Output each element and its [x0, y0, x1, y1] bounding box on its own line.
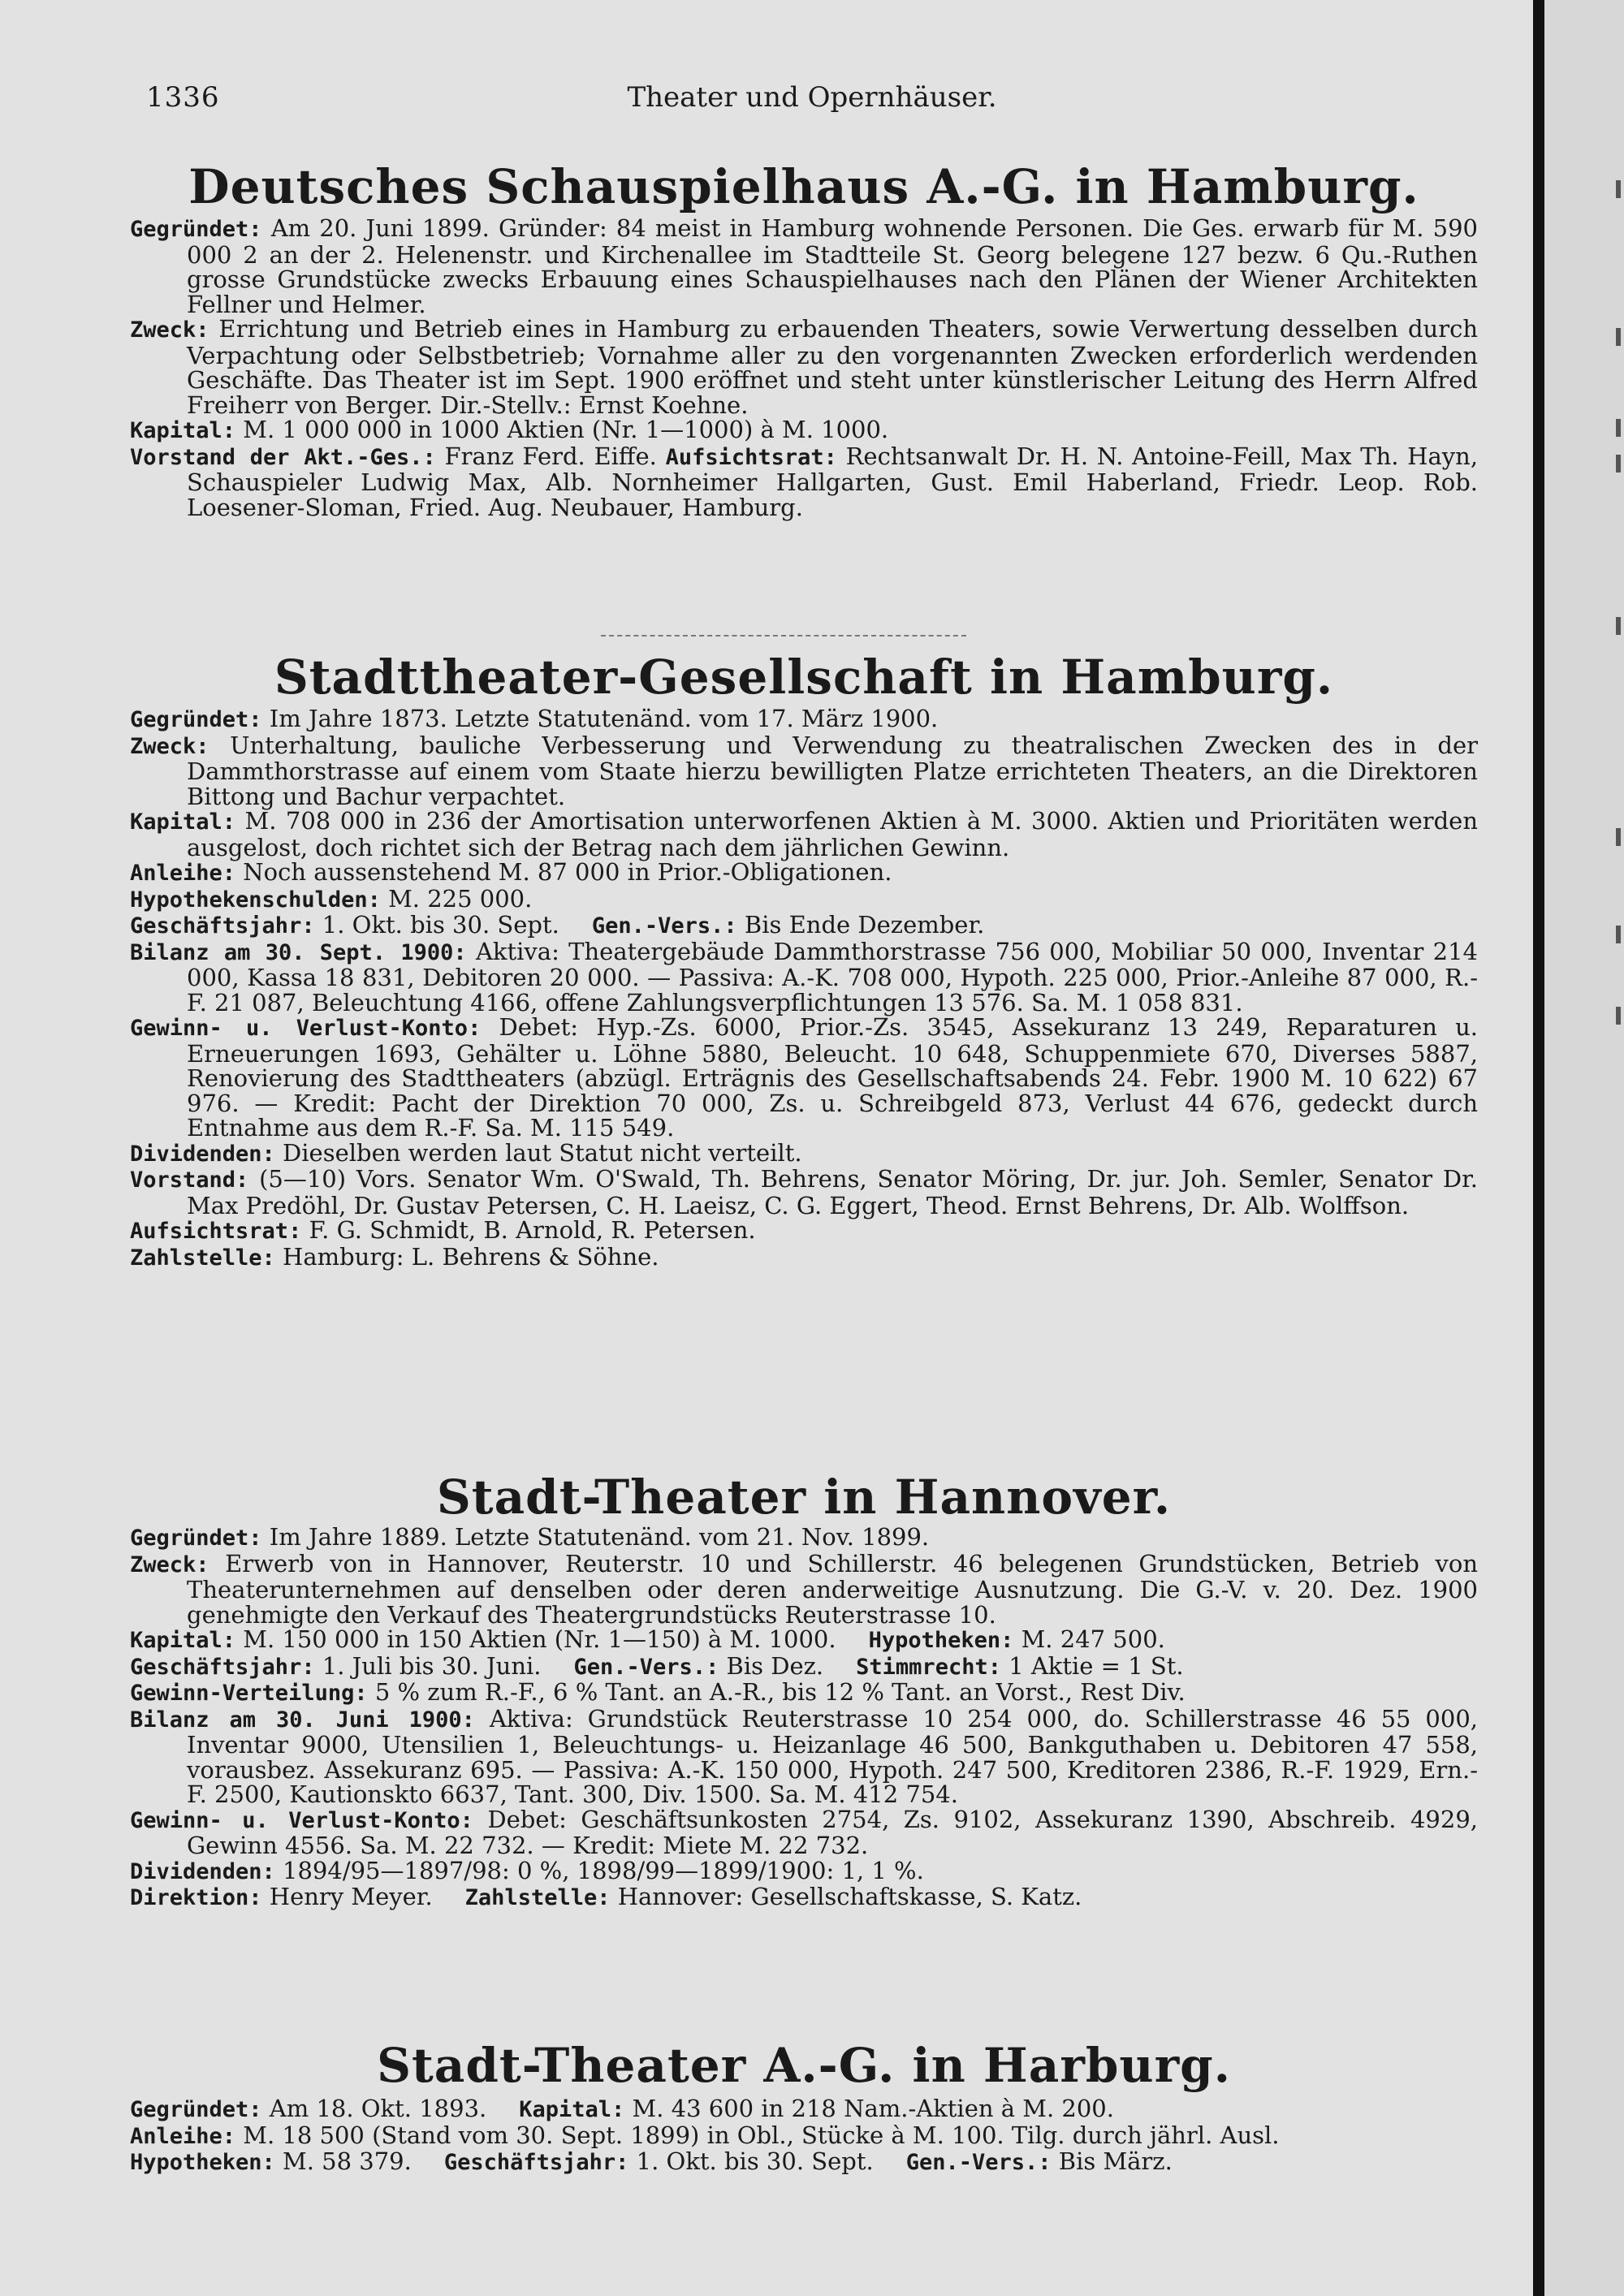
field-zweck: Zweck: Erwerb von in Hannover, Reuterstr. 10 und Schillerstr. 46 belegenen Grundstücken, Betrieb von Theaterunternehmen auf denselben oder deren anderweitige Ausnutzung. Die G.-V. v. 20. Dez. 1900 genehmigte den Verkauf des Theatergrundstücks Reuterstrasse 10.: [130, 1549, 1479, 1629]
section-title: Stadt-Theater in Hannover.: [436, 1470, 1172, 1525]
field-gegruendet: Gegründet: Im Jahre 1873. Letzte Statutenänd. vom 17. März 1900.: [130, 705, 939, 732]
field-gegruendet: Gegründet: Am 20. Juni 1899. Gründer: 84 meist in Hamburg wohnende Personen. Die Ges. erwarb für M. 590 000 2 an der 2. Helenenstr. und Kirchenallee im Stadtteile St. Georg belegene 127 bezw. 6 Qu.-Ruthen grosse Grundstücke zwecks Erbauung eines Schauspielhauses nach den Plänen der Wiener Architekten Fellner und Helmer.: [130, 214, 1478, 318]
section-body: [130, 216, 1478, 520]
field-geschaeftsjahr: Geschäftsjahr: 1. Juli bis 30. Juni. Gen.-Vers.: Bis Dez. Stimmrecht: 1 Aktie = 1 St.: [130, 1651, 1184, 1680]
section-body: [130, 706, 1478, 1271]
field-hypotheken: Hypotheken: M. 58 379. Geschäftsjahr: 1. Okt. bis 30. Sept. Gen.-Vers.: Bis März.: [130, 2147, 1173, 2175]
field-anleihe: Anleihe: M. 18 500 (Stand vom 30. Sept. 1899) in Obl., Stücke à M. 100. Tilg. durch jährl. Ausl.: [130, 2121, 1280, 2149]
section-body: [130, 2096, 1478, 2176]
field-gewinn-verlust: Gewinn- u. Verlust-Konto: Debet: Geschäftsunkosten 2754, Zs. 9102, Assekuranz 1390, Abschreib. 4929, Gewinn 4556. Sa. M. 22 732. — Kredit: Miete M. 22 732.: [130, 1805, 1478, 1859]
field-kapital: Kapital: M. 150 000 in 150 Aktien (Nr. 1—150) à M. 1000. Hypotheken: M. 247 500.: [130, 1625, 1165, 1653]
section-title: Stadttheater-Gesellschaft in Hamburg.: [274, 650, 1334, 705]
field-gewinn-verteilung: Gewinn-Verteilung: 5 % zum R.-F., 6 % Tant. an A.-R., bis 12 % Tant. an Vorst., Rest Div.: [130, 1678, 1186, 1706]
running-head: Theater und Opernhäuser.: [627, 81, 997, 114]
section-title: Stadt-Theater A.-G. in Harburg.: [377, 2038, 1231, 2093]
binding-rule: [1533, 0, 1544, 2296]
field-gegruendet: Gegründet: Am 18. Okt. 1893. Kapital: M. 43 600 in 218 Nam.-Aktien à M. 200.: [130, 2095, 1114, 2122]
field-geschaeftsjahr: Geschäftsjahr: 1. Okt. bis 30. Sept. Gen.-Vers.: Bis Ende Dezember.: [130, 911, 985, 939]
field-hypothekenschulden: Hypothekenschulden: M. 225 000.: [130, 884, 533, 913]
field-bilanz: Bilanz am 30. Sept. 1900: Aktiva: Theatergebäude Dammthorstrasse 756 000, Mobiliar 50 000, Inventar 214 000, Kassa 18 831, Debitoren 20 000. — Passiva: A.-K. 708 000, Hypoth. 225 000, Prior.-Anleihe 87 000, R.-F. 21 087, Beleuchtung 4166, offene Zahlungsverpflichtungen 13 576. Sa. M. 1 058 831.: [130, 937, 1478, 1016]
section-divider: [601, 635, 966, 637]
field-gegruendet: Gegründet: Im Jahre 1889. Letzte Statutenänd. vom 21. Nov. 1899.: [130, 1523, 930, 1551]
field-dividenden: Dividenden: 1894/95—1897/98: 0 %, 1898/99—1899/1900: 1, 1 %.: [130, 1856, 924, 1884]
adjacent-page-edge: [1544, 0, 1624, 2296]
field-anleihe: Anleihe: Noch aussenstehend M. 87 000 in Prior.-Obligationen.: [130, 858, 892, 886]
field-zweck: Zweck: Errichtung und Betrieb eines in Hamburg zu erbauenden Theaters, sowie Verwertung desselben durch Verpachtung oder Selbstbetrieb; Vornahme aller zu den vorgenannten Zwecken erforderlich werdenden Geschäfte. Das Theater ist im Sept. 1900 eröffnet und steht unter künstlerischer Leitung des Herrn Alfred Freiherr von Berger. Dir.-Stellv.: Ernst Koehne.: [130, 315, 1479, 419]
page-header: [146, 81, 1478, 122]
field-gewinn-verlust: Gewinn- u. Verlust-Konto: Debet: Hyp.-Zs. 6000, Prior.-Zs. 3545, Assekuranz 13 249, Reparaturen u. Erneuerungen 1693, Gehälter u. Löhne 5880, Beleucht. 10 648, Schuppenmiete 670, Diverses 5887, Renovierung des Stadttheaters (abzügl. Erträgnis des Gesellschaftsabends 24. Febr. 1900 M. 10 622) 67 976. — Kredit: Pacht der Direktion 70 000, Zs. u. Schreibgeld 873, Verlust 44 676, gedeckt durch Entnahme aus dem R.-F. Sa. M. 115 549.: [130, 1013, 1478, 1142]
field-direktion: Direktion: Henry Meyer. Zahlstelle: Hannover: Gesellschaftskasse, S. Katz.: [130, 1883, 1082, 1910]
section-body: [130, 1525, 1478, 1911]
section-title: Deutsches Schauspielhaus A.-G. in Hamburg.: [188, 159, 1419, 214]
field-dividenden: Dividenden: Dieselben werden laut Statut nicht verteilt.: [130, 1138, 802, 1167]
field-zahlstelle: Zahlstelle: Hamburg: L. Behrens & Söhne.: [130, 1242, 659, 1271]
field-vorstand: Vorstand der Akt.-Ges.: Franz Ferd. Eiffe. Aufsichtsrat: Rechtsanwalt Dr. H. N. Antoine-Feill, Max Th. Hayn, Schauspieler Ludwig Max, Alb. Nornheimer Hallgarten, Gust. Emil Haberland, Friedr. Leop. Rob. Loesener-Sloman, Fried. Aug. Neubauer, Hamburg.: [130, 442, 1479, 521]
field-kapital: Kapital: M. 1 000 000 in 1000 Aktien (Nr. 1—1000) à M. 1000.: [130, 416, 889, 443]
field-zweck: Zweck: Unterhaltung, bauliche Verbesserung und Verwendung zu theatralischen Zwecken des in der Dammthorstrasse auf einem vom Staate hierzu bewilligten Platze errichteten Theaters, an die Direktoren Bittong und Bachur verpachtet.: [130, 731, 1478, 810]
field-kapital: Kapital: M. 708 000 in 236 der Amortisation unterworfenen Aktien à M. 3000. Aktien und Prioritäten werden ausgelost, doch richtet sich der Betrag nach dem jährlichen Gewinn.: [130, 807, 1479, 861]
field-vorstand: Vorstand: (5—10) Vors. Senator Wm. O'Swald, Th. Behrens, Senator Möring, Dr. jur. Joh. Semler, Senator Dr. Max Predöhl, Dr. Gustav Petersen, C. H. Laeisz, C. G. Eggert, Theod. Ernst Behrens, Dr. Alb. Wolffson.: [130, 1165, 1478, 1219]
field-bilanz: Bilanz am 30. Juni 1900: Aktiva: Grundstück Reuterstrasse 10 254 000, do. Schillerstrasse 46 55 000, Inventar 9000, Utensilien 1, Beleuchtungs- u. Heizanlage 46 500, Bankguthaben u. Debitoren 47 558, vorausbez. Assekuranz 695. — Passiva: A.-K. 150 000, Hypoth. 247 500, Kreditoren 2386, R.-F. 1929, Ern.-F. 2500, Kautionskto 6637, Tant. 300, Div. 1500. Sa. M. 412 754.: [130, 1704, 1478, 1808]
field-aufsichtsrat: Aufsichtsrat: F. G. Schmidt, B. Arnold, R. Petersen.: [130, 1216, 756, 1244]
page-number: 1336: [146, 81, 220, 114]
